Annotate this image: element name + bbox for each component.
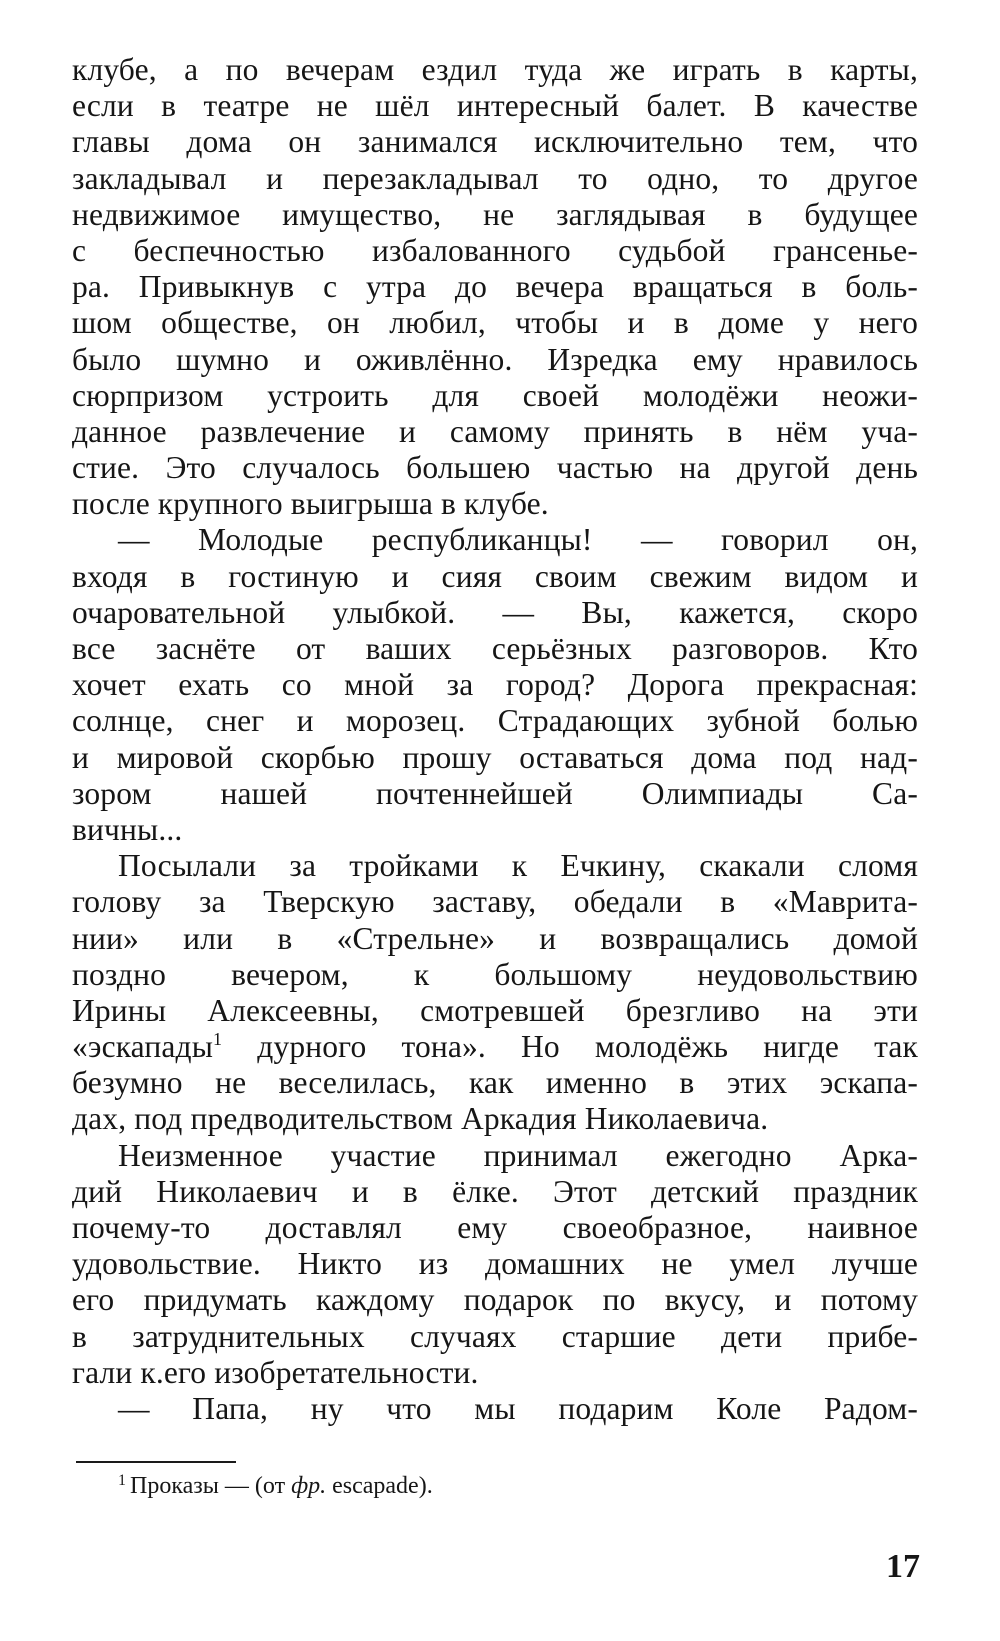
paragraph-last-line: вичны... [72,811,183,847]
text-line: недвижимое имущество, не заглядывая в будущее [72,196,918,232]
dialogue-line: — Папа, ну что мы подарим Коле Радом- [118,1390,918,1426]
text-line: главы дома он занимался исключительно тем, что [72,124,918,160]
text-line: нии» или в «Стрельне» и возвращались домой [72,920,918,956]
footnote-reference: 1 [213,1029,223,1050]
footnote [118,1466,433,1501]
footnote-divider [76,1461,236,1463]
paragraph-last-line: дах, под предводительством Аркадия Николаевича. [72,1101,769,1137]
text-line: дий Николаевич и в ёлке. Этот детский праздник [72,1173,918,1209]
text-line: стие. Это случалось большею частью на другой день [72,450,918,486]
text-line-with-footnote-ref [72,1029,918,1065]
text-line: очаровательной улыбкой. — Вы, кажется, скоро [72,594,918,630]
text-line: голову за Тверскую заставу, обедали в «Маврита- [72,884,918,920]
text-line: и мировой скорбью прошу оставаться дома под над- [72,739,918,775]
page-number: 17 [886,1548,920,1585]
text-line: было шумно и оживлённо. Изредка ему нравилось [72,341,918,377]
text-line: входя в гостиную и сияя своим свежим видом и [72,558,918,594]
footnote-text: Проказы — (от [130,1473,292,1499]
text-line: все заснёте от ваших серьёзных разговоров. Кто [72,631,918,666]
text-line: шом обществе, он любил, чтобы и в доме у него [72,305,918,341]
paragraph-last-line: гали к.его изобретательности. [72,1354,479,1390]
text-line: в затруднительных случаях старшие дети прибе- [72,1318,918,1354]
text-line: его придумать каждому подарок по вкусу, и потому [72,1282,918,1318]
paragraph-first-line: Посылали за тройками к Ечкину, скакали сломя [118,848,918,884]
footnote-text: escapade). [326,1473,433,1499]
text-line: безумно не веселилась, как именно в этих эскапа- [72,1065,918,1101]
text-line: закладывал и перезакладывал то одно, то другое [72,160,918,196]
dialogue-line: — Молодые республиканцы! — говорил он, [118,522,918,558]
text-line: почему-то доставлял ему своеобразное, наивное [72,1210,918,1245]
text-line: солнце, снег и морозец. Страдающих зубной болью [72,703,918,739]
text-line: если в театре не шёл интересный балет. В качестве [72,88,918,124]
text-line: клубе, а по вечерам ездил туда же играть в карты, [72,52,918,87]
text-line: ра. Привыкнув с утра до вечера вращаться в боль- [72,269,918,305]
text-segment: дурного тона». Но молодёжь нигде так [222,1029,918,1065]
paragraph-first-line: Неизменное участие принимал ежегодно Арка- [118,1137,918,1173]
book-page-body [72,52,918,1427]
text-line: данное развлечение и самому принять в нём уча- [72,413,918,449]
text-line: сюрпризом устроить для своей молодёжи неожи- [72,377,918,413]
text-line: Ирины Алексеевны, смотревшей брезгливо на эти [72,992,918,1028]
footnote-marker: 1 [118,1472,126,1489]
paragraph-last-line: после крупного выигрыша в клубе. [72,486,549,522]
text-line: зором нашей почтеннейшей Олимпиады Са- [72,775,918,811]
text-segment: «эскапады [72,1029,214,1065]
text-line: поздно вечером, к большому неудовольствию [72,956,918,992]
text-line: с беспечностью избалованного судьбой грансенье- [72,232,918,268]
text-line: удовольствие. Никто из домашних не умел лучше [72,1246,918,1282]
footnote-abbreviation: фр. [291,1473,327,1499]
text-line: хочет ехать со мной за город? Дорога прекрасная: [72,667,918,703]
